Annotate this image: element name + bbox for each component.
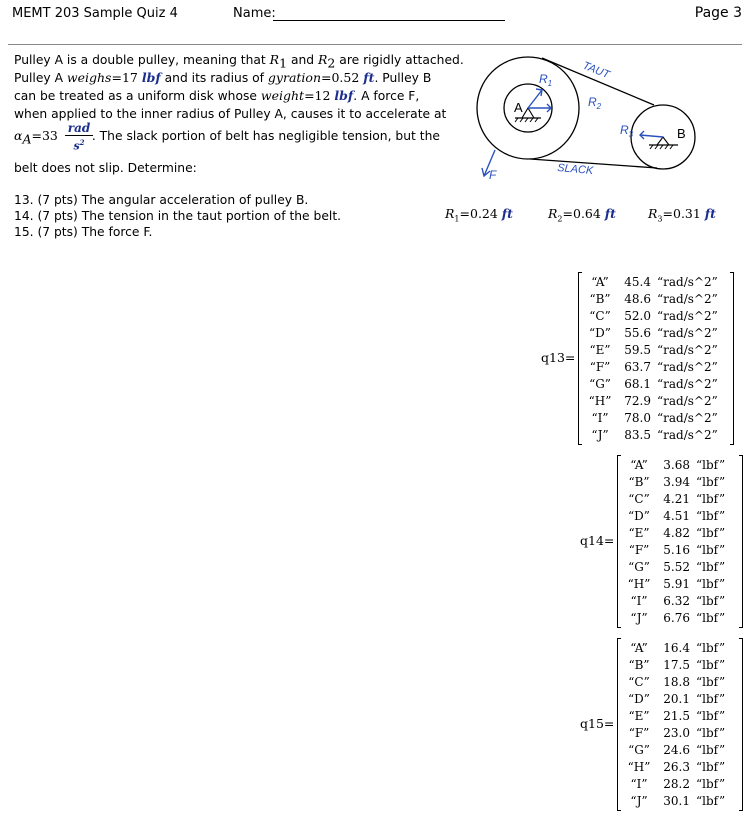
option-letter: “J”	[630, 611, 648, 625]
answer-option	[624, 742, 736, 759]
option-value: 3.94	[663, 475, 690, 489]
q14-label: q14=	[580, 533, 615, 548]
name-label: Name:	[233, 6, 276, 21]
option-unit: “lbf”	[696, 611, 726, 625]
option-letter: “C”	[628, 675, 650, 689]
option-value: 5.16	[663, 543, 690, 557]
option-unit: “lbf”	[696, 594, 726, 608]
option-unit: “lbf”	[696, 543, 726, 557]
option-letter: “D”	[628, 692, 650, 706]
option-value: 23.0	[663, 726, 690, 740]
option-letter: “J”	[591, 428, 609, 442]
answer-option	[585, 359, 727, 376]
answer-option	[585, 274, 727, 291]
option-unit: “lbf”	[696, 777, 726, 791]
label-r2: $R_2$	[588, 95, 602, 111]
option-value: 16.4	[663, 641, 690, 655]
option-letter: “I”	[591, 411, 609, 425]
label-f: F	[489, 168, 497, 182]
option-letter: “F”	[589, 360, 611, 374]
option-unit: “rad/s^2”	[657, 377, 718, 391]
option-letter: “I”	[630, 594, 648, 608]
option-unit: “rad/s^2”	[657, 275, 718, 289]
problem-line-6: belt does not slip. Determine:	[14, 161, 197, 175]
label-r3: $R_3$	[620, 123, 634, 139]
option-letter: “H”	[588, 394, 612, 408]
page-number: Page 3	[694, 5, 742, 21]
option-unit: “lbf”	[696, 760, 726, 774]
option-letter: “E”	[589, 343, 611, 357]
option-value: 26.3	[663, 760, 690, 774]
option-letter: “F”	[628, 543, 650, 557]
option-letter: “C”	[628, 492, 650, 506]
option-value: 28.2	[663, 777, 690, 791]
answer-option	[624, 657, 736, 674]
option-value: 5.52	[663, 560, 690, 574]
option-letter: “A”	[591, 275, 609, 289]
option-unit: “lbf”	[696, 560, 726, 574]
radius-r2: $R_2=0.64$ ft	[548, 206, 616, 224]
option-letter: “H”	[627, 577, 651, 591]
answer-option	[624, 610, 736, 627]
answer-option	[624, 793, 736, 810]
option-unit: “lbf”	[696, 794, 726, 808]
answer-option	[585, 393, 727, 410]
name-line	[273, 20, 505, 21]
option-unit: “lbf”	[696, 458, 726, 472]
label-slack: SLACK	[556, 162, 594, 178]
question-14: 14. (7 pts) The tension in the taut portion of the belt.	[14, 209, 342, 223]
option-value: 6.76	[663, 611, 690, 625]
option-value: 45.4	[624, 275, 651, 289]
answer-option	[624, 640, 736, 657]
answer-option	[624, 593, 736, 610]
pulley-diagram	[470, 50, 740, 190]
q14-options	[617, 456, 743, 627]
answer-option	[624, 576, 736, 593]
option-value: 4.82	[663, 526, 690, 540]
answer-option	[624, 708, 736, 725]
option-unit: “lbf”	[696, 709, 726, 723]
answer-option	[624, 474, 736, 491]
answer-option	[624, 508, 736, 525]
option-letter: “G”	[589, 377, 611, 391]
problem-line-1: Pulley A is a double pulley, meaning that $R_1$ and $R_2$ are rigidly attached.	[14, 52, 464, 71]
option-letter: “F”	[628, 726, 650, 740]
option-value: 5.91	[663, 577, 690, 591]
option-unit: “rad/s^2”	[657, 394, 718, 408]
label-r1: $R_1$	[539, 72, 553, 88]
header-rule	[8, 44, 742, 45]
option-unit: “lbf”	[696, 475, 726, 489]
option-value: 83.5	[624, 428, 651, 442]
answer-option	[624, 491, 736, 508]
option-value: 30.1	[663, 794, 690, 808]
option-unit: “lbf”	[696, 577, 726, 591]
option-value: 18.8	[663, 675, 690, 689]
option-value: 59.5	[624, 343, 651, 357]
question-13: 13. (7 pts) The angular acceleration of pulley B.	[14, 193, 309, 207]
option-unit: “lbf”	[696, 692, 726, 706]
r3-arrow	[640, 135, 663, 137]
option-value: 52.0	[624, 309, 651, 323]
option-value: 78.0	[624, 411, 651, 425]
option-letter: “G”	[628, 560, 650, 574]
answer-option	[624, 525, 736, 542]
r1-arrow	[528, 90, 542, 108]
answer-option	[624, 542, 736, 559]
answer-option	[624, 674, 736, 691]
option-unit: “rad/s^2”	[657, 360, 718, 374]
option-value: 3.68	[663, 458, 690, 472]
option-letter: “B”	[589, 292, 611, 306]
answer-option	[624, 725, 736, 742]
alpha-fraction: rad $s^2$	[65, 122, 93, 153]
option-unit: “lbf”	[696, 526, 726, 540]
answer-option	[624, 776, 736, 793]
option-unit: “rad/s^2”	[657, 411, 718, 425]
answer-option	[585, 291, 727, 308]
option-unit: “rad/s^2”	[657, 292, 718, 306]
option-unit: “rad/s^2”	[657, 326, 718, 340]
q15-label: q15=	[580, 716, 615, 731]
option-value: 63.7	[624, 360, 651, 374]
option-letter: “H”	[627, 760, 651, 774]
course-title: MEMT 203 Sample Quiz 4	[12, 6, 178, 21]
option-value: 20.1	[663, 692, 690, 706]
option-unit: “lbf”	[696, 658, 726, 672]
question-15: 15. (7 pts) The force F.	[14, 225, 153, 239]
problem-line-4: when applied to the inner radius of Pulley A, causes it to accelerate at	[14, 107, 447, 121]
option-letter: “A”	[630, 641, 648, 655]
answer-option	[585, 325, 727, 342]
option-letter: “B”	[628, 658, 650, 672]
option-value: 4.51	[663, 509, 690, 523]
option-unit: “lbf”	[696, 675, 726, 689]
option-letter: “J”	[630, 794, 648, 808]
option-unit: “lbf”	[696, 726, 726, 740]
option-letter: “I”	[630, 777, 648, 791]
problem-line-3: can be treated as a uniform disk whose weight=12 lbf. A force F,	[14, 88, 420, 103]
option-unit: “lbf”	[696, 492, 726, 506]
option-letter: “E”	[628, 709, 650, 723]
problem-line-2: Pulley A weighs=17 lbf and its radius of gyration=0.52 ft. Pulley B	[14, 70, 432, 85]
option-value: 17.5	[663, 658, 690, 672]
problem-line-5: $\alpha_A=33$ . The slack portion of belt has negligible tension, but the	[14, 128, 440, 147]
option-unit: “rad/s^2”	[657, 428, 718, 442]
option-unit: “lbf”	[696, 641, 726, 655]
answer-option	[585, 376, 727, 393]
option-letter: “G”	[628, 743, 650, 757]
radius-r3: $R_3=0.31$ ft	[648, 206, 716, 224]
label-taut: TAUT	[580, 59, 612, 82]
option-letter: “C”	[589, 309, 611, 323]
option-letter: “B”	[628, 475, 650, 489]
answer-option	[624, 759, 736, 776]
q15-options	[617, 639, 743, 810]
option-letter: “D”	[589, 326, 611, 340]
option-value: 48.6	[624, 292, 651, 306]
answer-option	[585, 342, 727, 359]
q13-label: q13=	[541, 350, 576, 365]
option-value: 21.5	[663, 709, 690, 723]
label-b: B	[677, 126, 686, 141]
option-letter: “A”	[630, 458, 648, 472]
option-value: 6.32	[663, 594, 690, 608]
option-value: 55.6	[624, 326, 651, 340]
radius-r1: $R_1=0.24$ ft	[445, 206, 513, 224]
answer-option	[624, 691, 736, 708]
label-a: A	[514, 100, 523, 115]
answer-option	[585, 308, 727, 325]
option-unit: “lbf”	[696, 743, 726, 757]
answer-option	[585, 410, 727, 427]
option-value: 72.9	[624, 394, 651, 408]
q13-options	[578, 273, 734, 444]
answer-option	[624, 457, 736, 474]
answer-option	[624, 559, 736, 576]
option-value: 4.21	[663, 492, 690, 506]
option-value: 68.1	[624, 377, 651, 391]
option-letter: “D”	[628, 509, 650, 523]
option-unit: “rad/s^2”	[657, 343, 718, 357]
option-letter: “E”	[628, 526, 650, 540]
option-value: 24.6	[663, 743, 690, 757]
answer-option	[585, 427, 727, 444]
option-unit: “lbf”	[696, 509, 726, 523]
option-unit: “rad/s^2”	[657, 309, 718, 323]
